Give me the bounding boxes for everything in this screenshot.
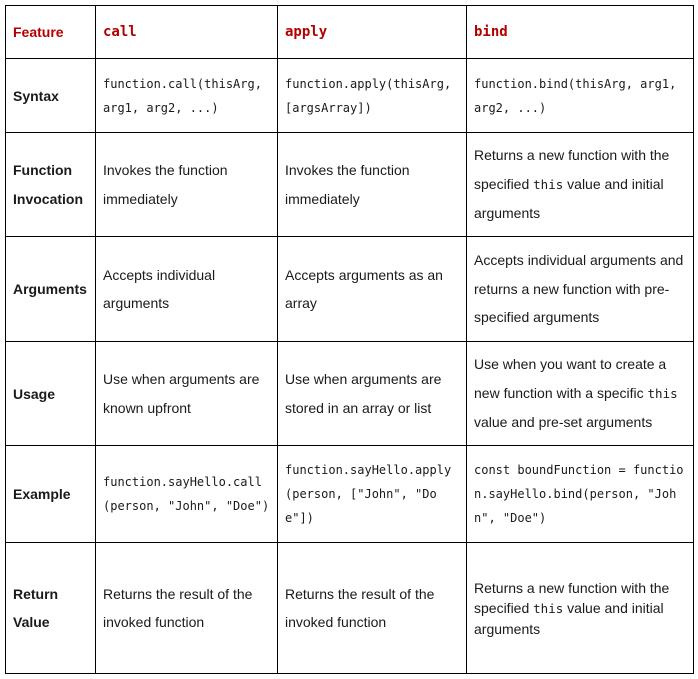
cell-text: Accepts individual arguments <box>103 266 216 311</box>
table-row-example <box>6 446 694 543</box>
header-call: call <box>96 6 278 59</box>
cell-text <box>474 578 686 639</box>
cell-text: Invokes the function immediately <box>103 162 228 207</box>
cell-example-call <box>96 446 278 543</box>
row-label-example <box>6 446 96 543</box>
inline-code: this <box>533 176 564 192</box>
row-label-arguments <box>6 237 96 342</box>
text-part: value and pre-set arguments <box>474 414 653 431</box>
cell-text <box>474 141 686 228</box>
row-label-line2: Value <box>13 614 50 630</box>
cell-return-apply <box>278 543 467 674</box>
row-label-line1: Function <box>13 162 73 178</box>
text-part: Returns a new function with the specified <box>474 147 670 192</box>
text-part: Use when you want to create a new function with a specific <box>474 356 667 401</box>
row-label-line2: Invocation <box>13 190 84 207</box>
code-snippet: function.sayHello.apply(person, ["John", "Doe"]) <box>285 463 452 525</box>
table-row-invocation <box>6 133 694 237</box>
row-label-line1: Return <box>13 585 59 602</box>
row-label-usage <box>6 342 96 446</box>
code-snippet: function.sayHello.call(person, "John", "Doe") <box>103 475 270 513</box>
inline-code: this <box>647 385 678 401</box>
header-bind: bind <box>467 6 694 59</box>
text-part: Returns a new function with the specified <box>474 579 670 616</box>
row-label-syntax <box>6 59 96 133</box>
code-snippet: function.apply(thisArg, [argsArray]) <box>285 76 459 115</box>
cell-example-apply <box>278 446 467 543</box>
inline-code: this <box>533 600 564 616</box>
cell-syntax-call <box>96 59 278 133</box>
table-row-usage <box>6 342 694 446</box>
table-row-arguments <box>6 237 694 342</box>
cell-usage-bind <box>467 342 694 446</box>
cell-text: Returns the result of the invoked function <box>285 585 435 630</box>
cell-return-bind <box>467 543 694 674</box>
cell-text: Returns the result of the invoked function <box>103 585 253 630</box>
row-label-text: Example <box>13 486 71 502</box>
row-label-text: Usage <box>13 385 56 402</box>
cell-syntax-bind <box>467 59 694 133</box>
table-row-return-value <box>6 543 694 674</box>
cell-text: Use when arguments are known upfront <box>103 371 260 416</box>
cell-invocation-apply <box>278 133 467 237</box>
code-snippet: function.bind(thisArg, arg1, arg2, ...) <box>474 76 684 115</box>
text-part: value and initial arguments <box>474 175 664 222</box>
header-row <box>6 6 694 59</box>
comparison-table <box>5 5 694 674</box>
table-row-syntax <box>6 59 694 133</box>
header-apply: apply <box>278 6 467 59</box>
cell-usage-apply <box>278 342 467 446</box>
cell-example-bind <box>467 446 694 543</box>
cell-text: Accepts individual arguments and returns a new function with pre-specified arguments <box>474 252 684 326</box>
cell-syntax-apply <box>278 59 467 133</box>
row-label-invocation <box>6 133 96 237</box>
cell-text: Use when arguments are stored in an array or list <box>285 371 442 416</box>
code-snippet: function.call(thisArg, arg1, arg2, ...) <box>103 76 270 115</box>
row-label-text: Syntax <box>13 87 59 104</box>
cell-invocation-bind <box>467 133 694 237</box>
cell-text: Invokes the function immediately <box>285 162 410 207</box>
text-part: value and initial arguments <box>474 599 664 637</box>
cell-invocation-call <box>96 133 278 237</box>
cell-text: Accepts arguments as an array <box>285 266 443 311</box>
cell-arguments-apply <box>278 237 467 342</box>
cell-usage-call <box>96 342 278 446</box>
header-feature: Feature <box>6 6 96 59</box>
row-label-return-value <box>6 543 96 674</box>
row-label-text: Arguments <box>13 281 87 297</box>
cell-text <box>474 350 686 437</box>
cell-arguments-bind <box>467 237 694 342</box>
code-snippet: const boundFunction = function.sayHello.bind(person, "John", "Doe") <box>474 463 684 525</box>
cell-return-call <box>96 543 278 674</box>
cell-arguments-call <box>96 237 278 342</box>
